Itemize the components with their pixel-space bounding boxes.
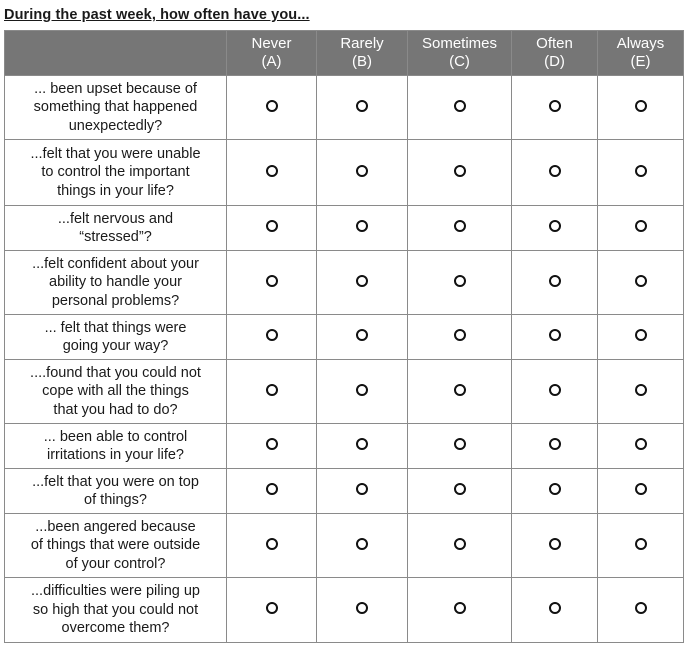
header-option-never [227, 31, 317, 76]
option-code: (D) [544, 53, 565, 70]
answer-cell [317, 140, 408, 206]
answer-cell [512, 76, 598, 140]
radio-button[interactable] [356, 602, 368, 614]
radio-button[interactable] [356, 538, 368, 550]
question-row [5, 578, 684, 643]
answer-cell [317, 514, 408, 578]
radio-button[interactable] [549, 100, 561, 112]
answer-cell [227, 251, 317, 315]
survey-table [4, 30, 684, 643]
option-code: (C) [449, 53, 470, 70]
answer-cell [408, 251, 512, 315]
option-code: (B) [352, 53, 372, 70]
answer-cell [598, 140, 684, 206]
radio-button[interactable] [356, 384, 368, 396]
radio-button[interactable] [635, 538, 647, 550]
question-text: ... been able to control irritations in your life? [5, 424, 227, 469]
header-option-always [598, 31, 684, 76]
header-option-sometimes [408, 31, 512, 76]
question-row [5, 206, 684, 251]
answer-cell [317, 76, 408, 140]
radio-button[interactable] [356, 483, 368, 495]
option-label: Often [536, 35, 573, 52]
question-text: ....found that you could not cope with all the things that you had to do? [5, 360, 227, 424]
answer-cell [512, 469, 598, 514]
radio-button[interactable] [266, 220, 278, 232]
radio-button[interactable] [635, 100, 647, 112]
radio-button[interactable] [454, 220, 466, 232]
answer-cell [598, 469, 684, 514]
question-text: ... been upset because of something that happened unexpectedly? [5, 76, 227, 140]
answer-cell [227, 76, 317, 140]
answer-cell [512, 578, 598, 643]
answer-cell [598, 251, 684, 315]
answer-cell [317, 315, 408, 360]
question-text: ...difficulties were piling up so high that you could not overcome them? [5, 578, 227, 643]
radio-button[interactable] [549, 329, 561, 341]
option-code: (E) [630, 53, 651, 70]
question-row [5, 251, 684, 315]
answer-cell [408, 514, 512, 578]
radio-button[interactable] [635, 438, 647, 450]
radio-button[interactable] [454, 438, 466, 450]
radio-button[interactable] [266, 602, 278, 614]
answer-cell [317, 206, 408, 251]
answer-cell [408, 315, 512, 360]
radio-button[interactable] [635, 165, 647, 177]
radio-button[interactable] [454, 165, 466, 177]
answer-cell [598, 578, 684, 643]
answer-cell [512, 140, 598, 206]
answer-cell [598, 206, 684, 251]
answer-cell [227, 424, 317, 469]
answer-cell [227, 360, 317, 424]
answer-cell [227, 140, 317, 206]
radio-button[interactable] [266, 483, 278, 495]
radio-button[interactable] [635, 275, 647, 287]
header-row [5, 31, 684, 76]
radio-button[interactable] [266, 329, 278, 341]
radio-button[interactable] [549, 220, 561, 232]
radio-button[interactable] [635, 483, 647, 495]
answer-cell [598, 76, 684, 140]
radio-button[interactable] [356, 275, 368, 287]
answer-cell [512, 251, 598, 315]
answer-cell [598, 424, 684, 469]
radio-button[interactable] [454, 329, 466, 341]
answer-cell [408, 360, 512, 424]
option-label: Rarely [340, 35, 384, 52]
header-blank-cell [5, 31, 227, 76]
question-text: ...felt that you were on top of things? [5, 469, 227, 514]
answer-cell [317, 578, 408, 643]
question-row [5, 315, 684, 360]
option-label: Sometimes [421, 35, 498, 52]
radio-button[interactable] [454, 100, 466, 112]
radio-button[interactable] [356, 100, 368, 112]
radio-button[interactable] [356, 165, 368, 177]
answer-cell [227, 206, 317, 251]
radio-button[interactable] [266, 438, 278, 450]
survey-title: During the past week, how often have you... [4, 7, 310, 23]
answer-cell [408, 140, 512, 206]
answer-cell [317, 469, 408, 514]
answer-cell [408, 578, 512, 643]
answer-cell [512, 424, 598, 469]
radio-button[interactable] [549, 384, 561, 396]
answer-cell [408, 469, 512, 514]
question-text: ...felt confident about your ability to handle your personal problems? [5, 251, 227, 315]
radio-button[interactable] [266, 384, 278, 396]
answer-cell [598, 315, 684, 360]
answer-cell [512, 206, 598, 251]
question-row [5, 76, 684, 140]
question-text: ... felt that things were going your way? [5, 315, 227, 360]
option-label: Never [251, 35, 292, 52]
answer-cell [317, 424, 408, 469]
answer-cell [598, 360, 684, 424]
radio-button[interactable] [266, 165, 278, 177]
radio-button[interactable] [635, 602, 647, 614]
question-row [5, 469, 684, 514]
question-row [5, 514, 684, 578]
radio-button[interactable] [454, 384, 466, 396]
question-text: ...felt that you were unable to control the important things in your life? [5, 140, 227, 206]
question-text: ...felt nervous and “stressed”? [5, 206, 227, 251]
answer-cell [598, 514, 684, 578]
radio-button[interactable] [454, 483, 466, 495]
radio-button[interactable] [549, 483, 561, 495]
radio-button[interactable] [454, 538, 466, 550]
radio-button[interactable] [356, 438, 368, 450]
answer-cell [227, 469, 317, 514]
answer-cell [408, 424, 512, 469]
answer-cell [512, 315, 598, 360]
header-option-rarely [317, 31, 408, 76]
radio-button[interactable] [454, 602, 466, 614]
radio-button[interactable] [549, 538, 561, 550]
radio-button[interactable] [266, 275, 278, 287]
radio-button[interactable] [356, 220, 368, 232]
option-code: (A) [261, 53, 282, 70]
answer-cell [317, 251, 408, 315]
answer-cell [317, 360, 408, 424]
question-row [5, 424, 684, 469]
radio-button[interactable] [266, 538, 278, 550]
radio-button[interactable] [356, 329, 368, 341]
answer-cell [408, 76, 512, 140]
radio-button[interactable] [635, 329, 647, 341]
radio-button[interactable] [635, 384, 647, 396]
answer-cell [227, 315, 317, 360]
answer-cell [408, 206, 512, 251]
answer-cell [512, 360, 598, 424]
question-text: ...been angered because of things that were outside of your control? [5, 514, 227, 578]
answer-cell [227, 514, 317, 578]
radio-button[interactable] [549, 438, 561, 450]
answer-cell [512, 514, 598, 578]
radio-button[interactable] [266, 100, 278, 112]
option-label: Always [616, 35, 665, 52]
radio-button[interactable] [454, 275, 466, 287]
radio-button[interactable] [549, 165, 561, 177]
radio-button[interactable] [549, 602, 561, 614]
question-row [5, 360, 684, 424]
answer-cell [227, 578, 317, 643]
header-option-often [512, 31, 598, 76]
question-row [5, 140, 684, 206]
radio-button[interactable] [549, 275, 561, 287]
radio-button[interactable] [635, 220, 647, 232]
